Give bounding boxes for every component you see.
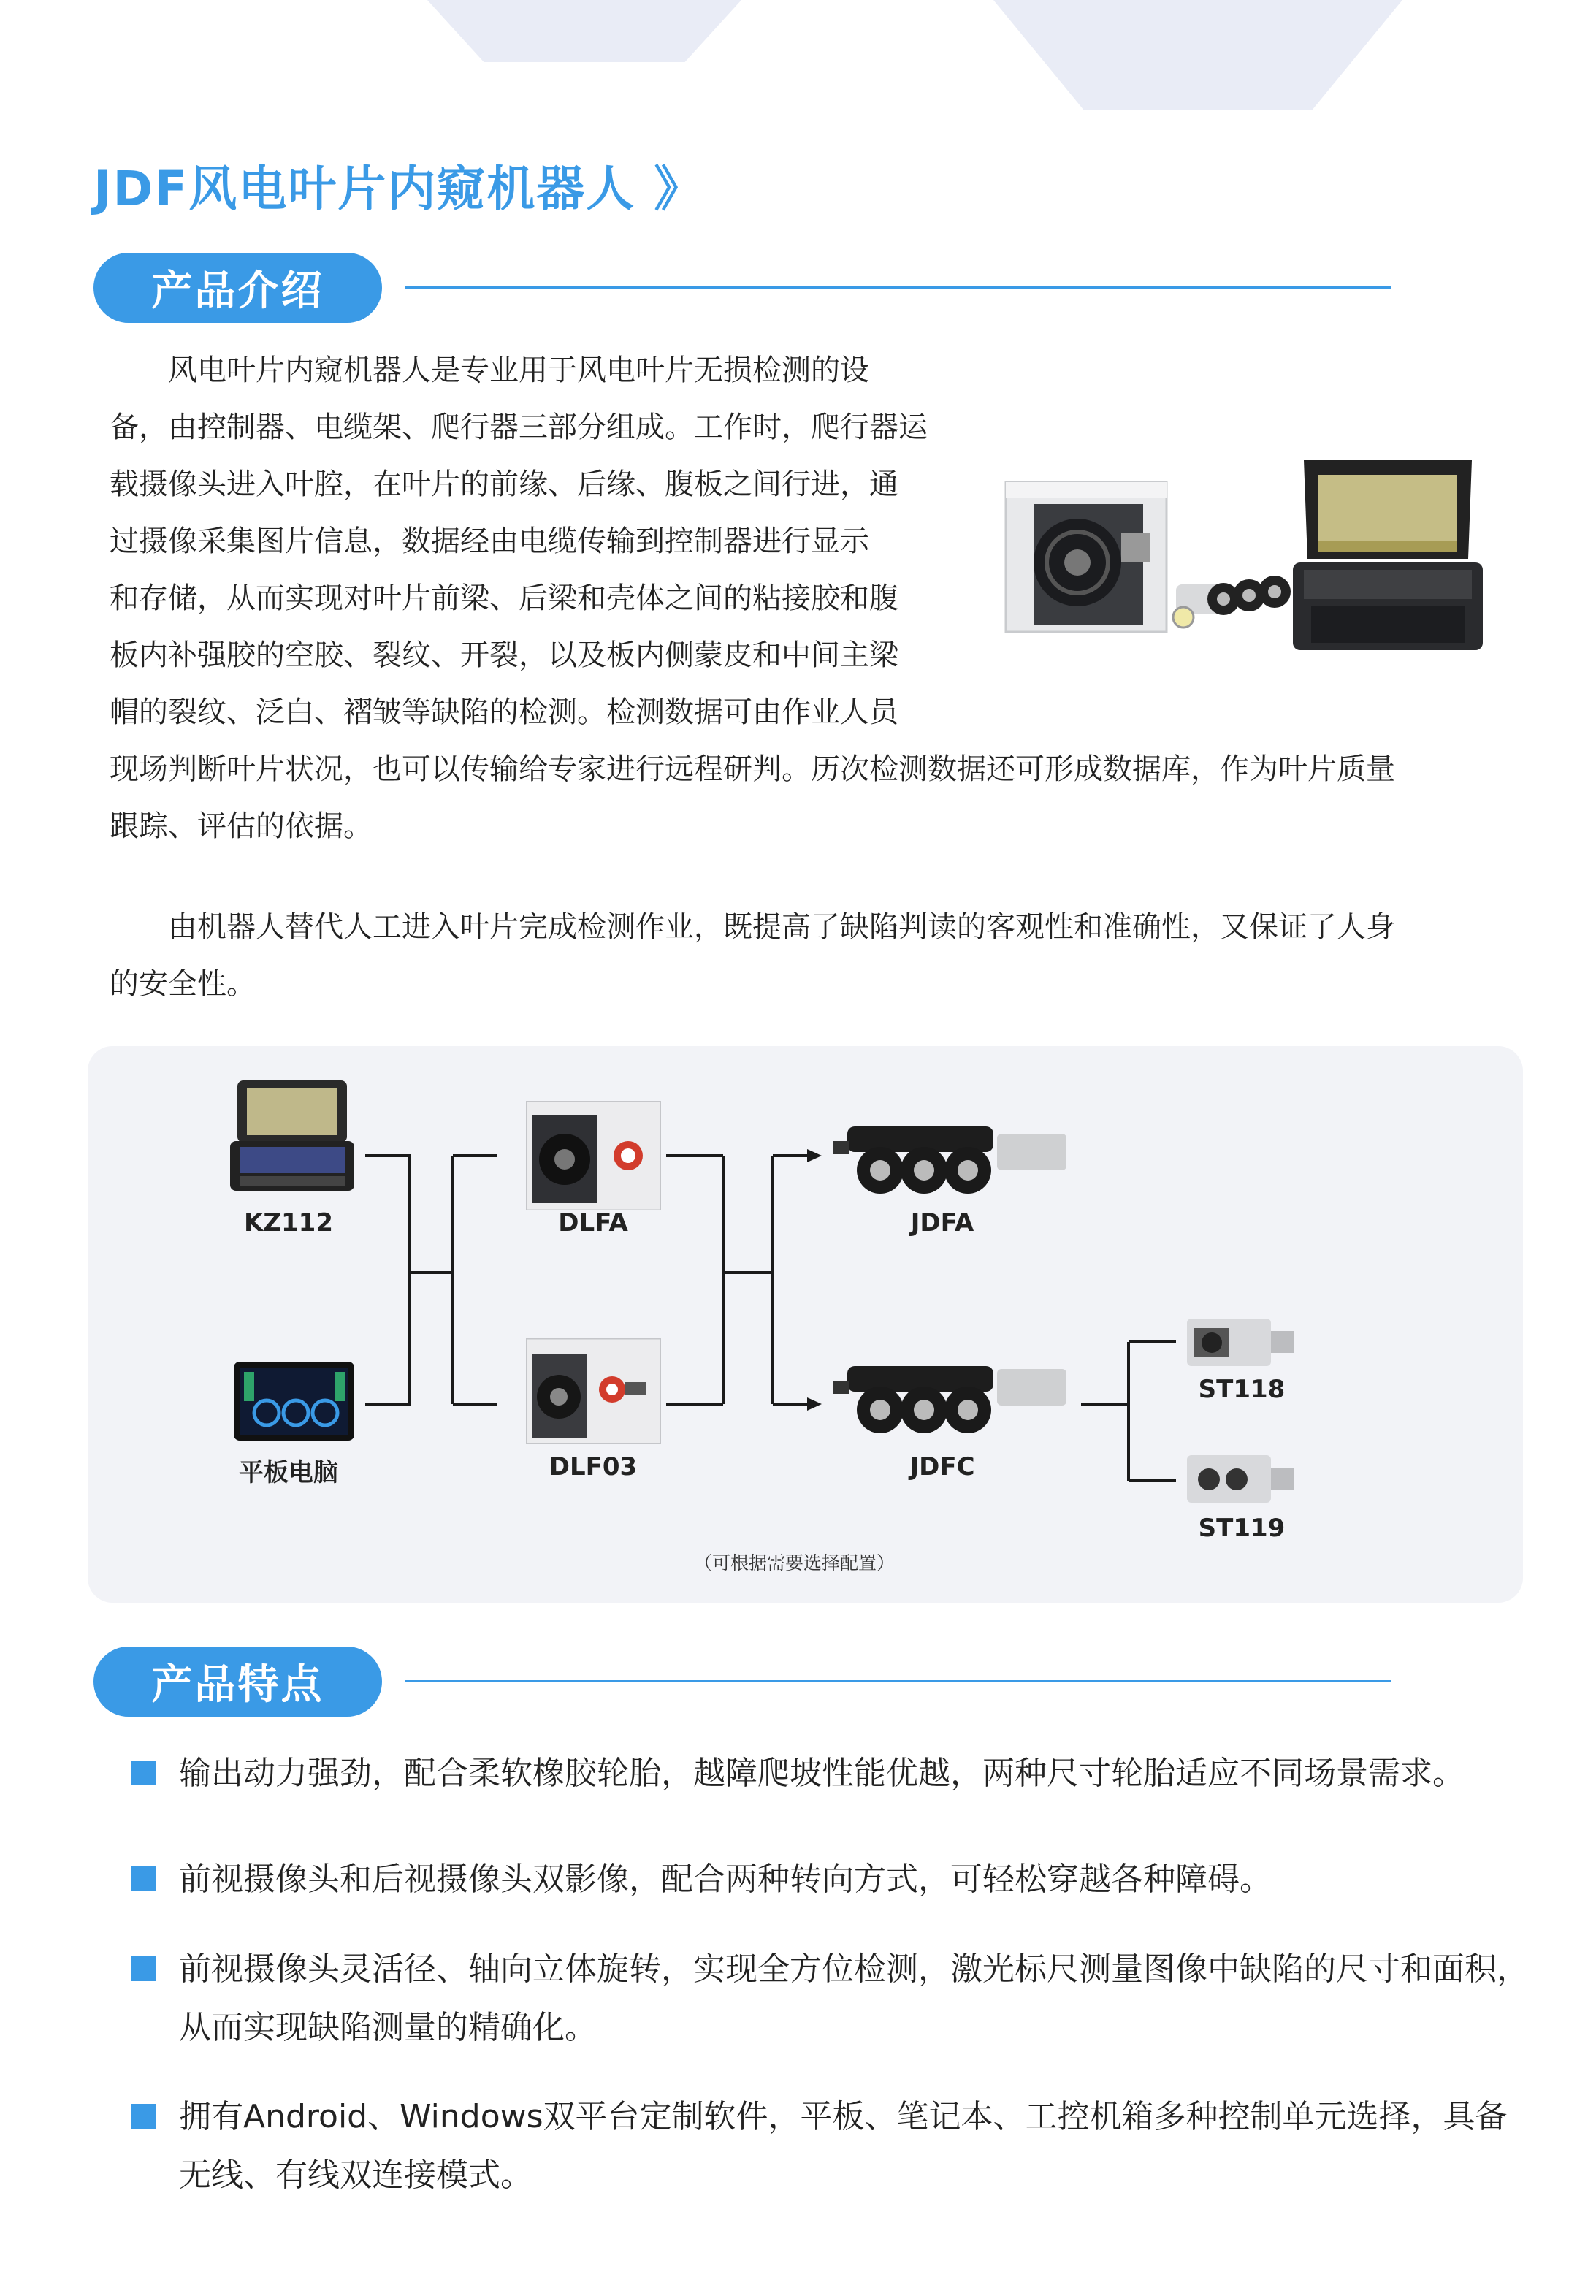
device-label-st118: ST118 [1198,1375,1286,1404]
dlfa-cable-reel-image [526,1101,661,1210]
feature-text: 前视摄像头灵活径、轴向立体旋转，实现全方位检测，激光标尺测量图像中缺陷的尺寸和面积，从而实现缺陷测量的精确化。 [179,1950,1529,2046]
intro-line: 跟踪、评估的依据。 [110,809,373,843]
section-badge-intro: 产品介绍 [93,253,382,323]
bullet-square-icon [131,2104,156,2129]
intro-line: 由机器人替代人工进入叶片完成检测作业，既提高了缺陷判读的客观性和准确性，又保证了人身 [110,910,1395,944]
jdfa-crawler-image [825,1119,1077,1200]
decorative-hexagon [427,0,741,62]
device-label-jdfc: JDFC [909,1452,975,1481]
st118-camera-image [1187,1315,1297,1370]
st119-camera-image [1187,1452,1297,1506]
section-badge-features: 产品特点 [93,1647,382,1717]
intro-line: 板内补强胶的空胶、裂纹、开裂，以及板内侧蒙皮和中间主梁 [110,638,898,672]
diagram-note: （可根据需要选择配置） [694,1552,896,1574]
intro-paragraph-2 [110,899,1497,1012]
intro-paragraph [110,342,1395,855]
page-title: JDF风电叶片内窥机器人 》 [93,161,704,217]
configuration-diagram [88,1046,1523,1603]
product-photo [1004,453,1486,665]
feature-text: 输出动力强劲，配合柔软橡胶轮胎，越障爬坡性能优越，两种尺寸轮胎适应不同场景需求。 [179,1755,1465,1792]
device-label-jdfa: JDFA [910,1208,974,1237]
bullet-square-icon [131,1866,156,1891]
jdfc-crawler-image [825,1360,1077,1441]
section-rule [405,1680,1391,1682]
dlf03-cable-reel-image [526,1338,661,1444]
feature-text: 前视摄像头和后视摄像头双影像，配合两种转向方式，可轻松穿越各种障碍。 [179,1861,1272,1898]
section-rule [405,286,1391,289]
device-label-tablet: 平板电脑 [239,1458,338,1487]
intro-line: 的安全性。 [110,967,256,1001]
intro-line: 备，由控制器、电缆架、爬行器三部分组成。工作时，爬行器运 [110,411,928,444]
device-label-dlf03: DLF03 [549,1452,638,1481]
intro-line: 帽的裂纹、泛白、褶皱等缺陷的检测。检测数据可由作业人员 [110,695,898,729]
device-label-dlfa: DLFA [558,1208,628,1237]
intro-line: 现场判断叶片状况，也可以传输给专家进行远程研判。历次检测数据还可形成数据库，作为叶片质量 [110,752,1395,786]
intro-line: 风电叶片内窥机器人是专业用于风电叶片无损检测的设 [110,354,869,387]
bullet-square-icon [131,1956,156,1981]
device-label-kz112: KZ112 [244,1208,333,1237]
bullet-square-icon [131,1761,156,1785]
intro-line: 和存储，从而实现对叶片前梁、后梁和壳体之间的粘接胶和腹 [110,581,898,615]
feature-text: 拥有Android、Windows双平台定制软件，平板、笔记本、工控机箱多种控制单元选择，具备无线、有线双连接模式。 [179,2098,1508,2194]
intro-line: 载摄像头进入叶腔，在叶片的前缘、后缘、腹板之间行进，通 [110,468,898,501]
decorative-hexagon [993,0,1402,110]
kz112-controller-image [226,1077,358,1194]
intro-line: 过摄像采集图片信息，数据经由电缆传输到控制器进行显示 [110,525,869,558]
tablet-image [234,1362,354,1441]
device-label-st119: ST119 [1198,1514,1286,1543]
